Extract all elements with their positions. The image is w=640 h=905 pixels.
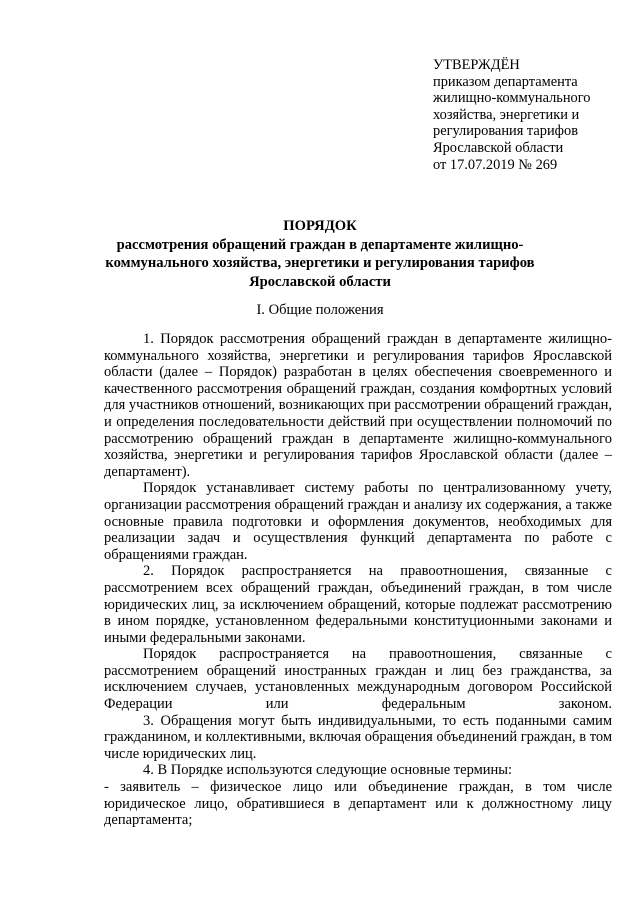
title-heading: ПОРЯДОК bbox=[283, 218, 357, 234]
document-title bbox=[100, 217, 540, 291]
title-line: рассмотрения обращений граждан в департаменте жилищно- bbox=[116, 236, 524, 253]
section-heading: I. Общие положения bbox=[256, 302, 384, 318]
approval-date-line: от 17.07.2019 № 269 bbox=[433, 156, 558, 173]
paragraph: Порядок распространяется на правоотношения, связанные с рассмотрением обращений иностранных граждан и лиц без гражданства, за исключением случаев, установленных международным договором Российской Федерации или федеральным законом. bbox=[104, 646, 612, 713]
approval-stamp bbox=[433, 57, 623, 173]
title-line: Ярославской области bbox=[249, 273, 391, 290]
approval-line: Ярославской области bbox=[433, 139, 564, 156]
paragraph: - заявитель – физическое лицо или объединение граждан, в том числе юридическое лицо, обратившиеся в департамент или к должностному лицу департамента; bbox=[104, 779, 612, 829]
paragraph: 1. Порядок рассмотрения обращений граждан в департаменте жилищно-коммунального хозяйства, энергетики и регулирования тарифов Ярославской области (далее – Порядок) разработан в целях обеспечения своевременного и качественного рассмотрения обращений граждан, создания комфортных условий для участников отношений, возникающих при рассмотрении обращений граждан, и определения последовательности действий при осуществлении полномочий по рассмотрению обращений граждан в департаменте жилищно-коммунального хозяйства, энергетики и регулирования тарифов Ярославской области (далее – департамент). bbox=[104, 331, 612, 480]
approval-line: регулирования тарифов bbox=[433, 123, 578, 140]
title-line: коммунального хозяйства, энергетики и регулирования тарифов bbox=[105, 255, 535, 271]
paragraph: 2. Порядок распространяется на правоотношения, связанные с рассмотрением всех обращений граждан, объединений граждан, в том числе юридических лиц, за исключением обращений, которые подлежат рассмотрению в ином порядке, установленном федеральными конституционными законами и иными федеральными законами. bbox=[104, 563, 612, 646]
document-body bbox=[104, 331, 612, 829]
approval-line: приказом департамента bbox=[433, 73, 578, 90]
paragraph: 3. Обращения могут быть индивидуальными, то есть поданными самим гражданином, и коллективными, включая обращения объединений граждан, в том числе юридических лиц. bbox=[104, 712, 612, 762]
approval-line: жилищно-коммунального bbox=[433, 90, 591, 107]
approval-line: УТВЕРЖДЁН bbox=[433, 57, 520, 73]
approval-line: хозяйства, энергетики и bbox=[433, 106, 580, 123]
paragraph: Порядок устанавливает систему работы по централизованному учету, организации рассмотрения обращений граждан и анализу их содержания, а также основные правила подготовки и оформления документов, необходимых для реализации задач и осуществления функций департамента по работе с обращениями граждан. bbox=[104, 480, 612, 563]
paragraph: 4. В Порядке используются следующие основные термины: bbox=[143, 762, 513, 779]
